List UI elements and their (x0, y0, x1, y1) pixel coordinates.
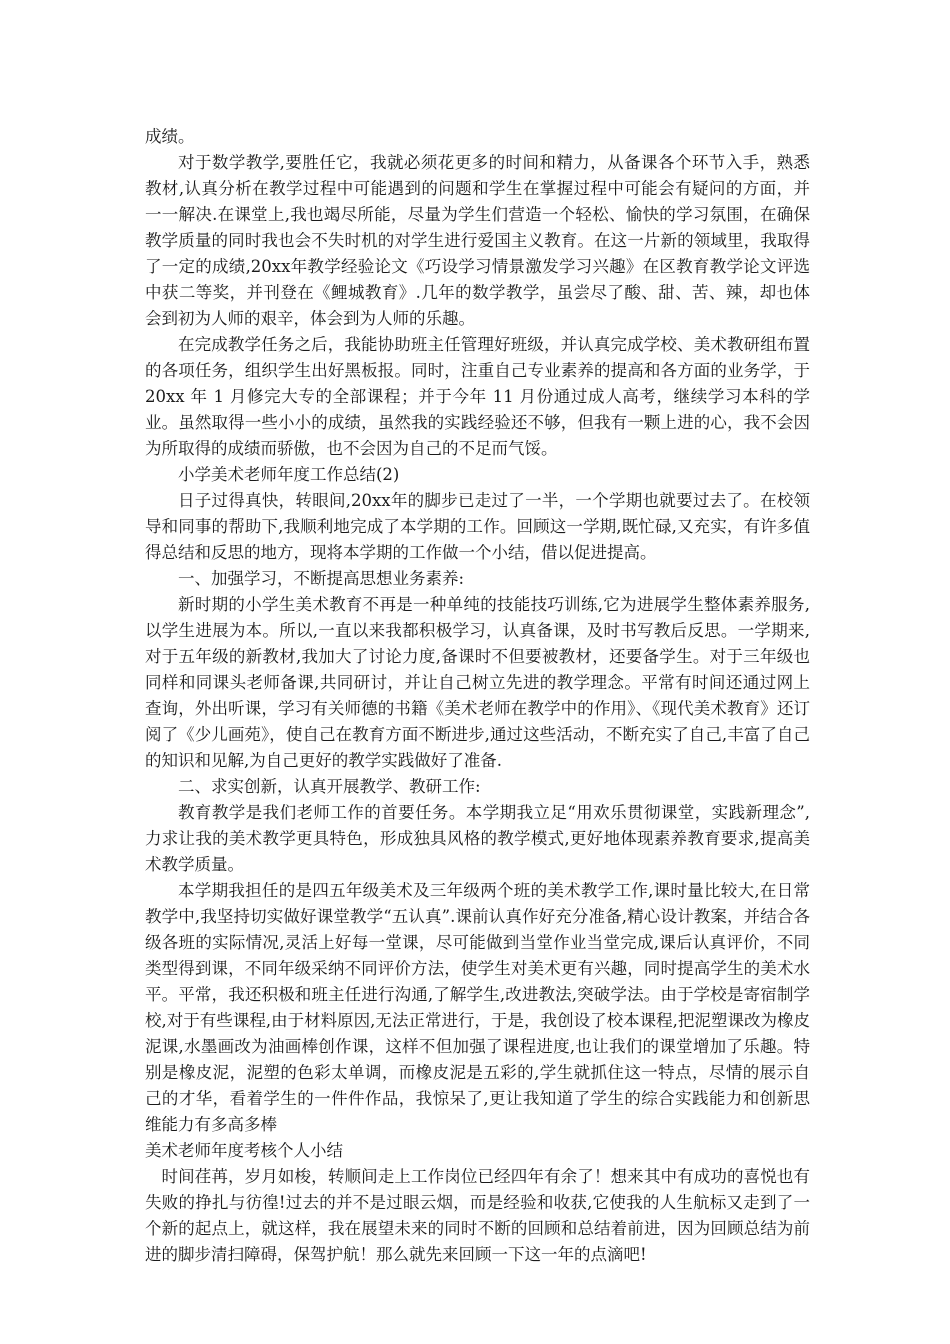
section-heading-annual-review: 美术老师年度考核个人小结 (145, 1141, 343, 1160)
paragraph-math-teaching: 对于数学教学,要胜任它，我就必须花更多的时间和精力，从备课各个环节入手，熟悉教材,认真分析在教学过程中可能遇到的问题和学生在掌握过程中可能会有疑问的方面，并一一解决.在课堂上,我也竭尽所能，尽量为学生们营造一个轻松、愉快的学习氛围，在确保教学质量的同时我也会不失时机的对学生进行爱国主义教育。在这一片新的领域里，我取得了一定的成绩,20xx年教学经验论文《巧设学习情景激发学习兴趣》在区教育教学论文评选中获二等奖，并刊登在《鲤城教育》.几年的数学教学，虽尝尽了酸、甜、苦、辣，却也体会到初为人师的艰辛，体会到为人师的乐趣。 (145, 153, 810, 328)
document-body (145, 124, 810, 1268)
subheading-innovation: 二、求实创新，认真开展教学、教研工作: (178, 777, 481, 796)
paragraph-study: 新时期的小学生美术教育不再是一种单纯的技能技巧训练,它为进展学生整体素养服务,以学生进展为本。所以,一直以来我都积极学习，认真备课，及时书写教后反思。一学期来,对于五年级的新教材,我加大了讨论力度,备课时不但要被教材，还要备学生。对于三年级也同样和同课头老师备课,共同研讨，并让自己树立先进的教学理念。平常有时间还通过网上查询，外出听课，学习有关师德的书籍《美术老师在教学中的作用》、《现代美术教育》还订阅了《少儿画苑》，使自己在教育方面不断进步,通过这些活动，不断充实了自己,丰富了自己的知识和见解,为自己更好的教学实践做好了准备. (145, 595, 810, 770)
paragraph-class-duties: 在完成教学任务之后，我能协助班主任管理好班级，并认真完成学校、美术教研组布置的各项任务，组织学生出好黑板报。同时，注重自己专业素养的提高和各方面的业务学，于 20xx 年 1 月修完大专的全部课程；并于今年 11 月份通过成人高考，继续学习本科的学业。虽然取得一些小小的成绩，虽然我的实践经验还不够，但我有一颗上进的心，我不会因为所取得的成绩而骄傲，也不会因为自己的不足而气馁。 (145, 335, 810, 458)
paragraph-semester-work: 本学期我担任的是四五年级美术及三年级两个班的美术教学工作,课时量比较大,在日常教学中,我坚持切实做好课堂教学“五认真”.课前认真作好充分准备,精心设计教案，并结合各级各班的实际情况,灵活上好每一堂课，尽可能做到当堂作业当堂完成,课后认真评价，不同类型得到课，不同年级采纳不同评价方法，使学生对美术更有兴趣，同时提高学生的美术水平。平常，我还积极和班主任进行沟通,了解学生,改进教法,突破学法。由于学校是寄宿制学校,对于有些课程,由于材料原因,无法正常进行，于是，我创设了校本课程,把泥塑课改为橡皮泥课,水墨画改为油画棒创作课，这样不但加强了课程进度,也让我们的课堂增加了乐趣。特别是橡皮泥，泥塑的色彩太单调，而橡皮泥是五彩的,学生就抓住这一特点，尽情的展示自己的才华，看着学生的一件件作品，我惊呆了,更让我知道了学生的综合实践能力和创新思维能力有多高多棒 (145, 881, 810, 1134)
subheading-study: 一、加强学习，不断提高思想业务素养: (178, 569, 465, 588)
paragraph-teaching-task: 教育教学是我们老师工作的首要任务。本学期我立足“用欢乐贯彻课堂，实践新理念”,力求让我的美术教学更具特色，形成独具风格的教学模式,更好地体现素养教育要求,提高美术教学质量。 (145, 803, 810, 874)
section-heading-summary-2: 小学美术老师年度工作总结(2) (178, 465, 400, 484)
paragraph-intro: 日子过得真快，转眼间,20xx年的脚步已走过了一半，一个学期也就要过去了。在校领导和同事的帮助下,我顺利地完成了本学期的工作。回顾这一学期,既忙碌,又充实，有许多值得总结和反思的地方，现将本学期的工作做一个小结，借以促进提高。 (145, 491, 810, 562)
paragraph-annual-review-intro: 时间荏苒，岁月如梭，转顺间走上工作岗位已经四年有余了！想来其中有成功的喜悦也有失败的挣扎与彷徨!过去的并不是过眼云烟，而是经验和收获,它使我的人生航标又走到了一个新的起点上，就这样，我在展望未来的同时不断的回顾和总结着前进，因为回顾总结为前进的脚步清扫障碍，保驾护航！那么就先来回顾一下这一年的点滴吧! (145, 1167, 810, 1264)
paragraph-continuation: 成绩。 (145, 127, 195, 146)
